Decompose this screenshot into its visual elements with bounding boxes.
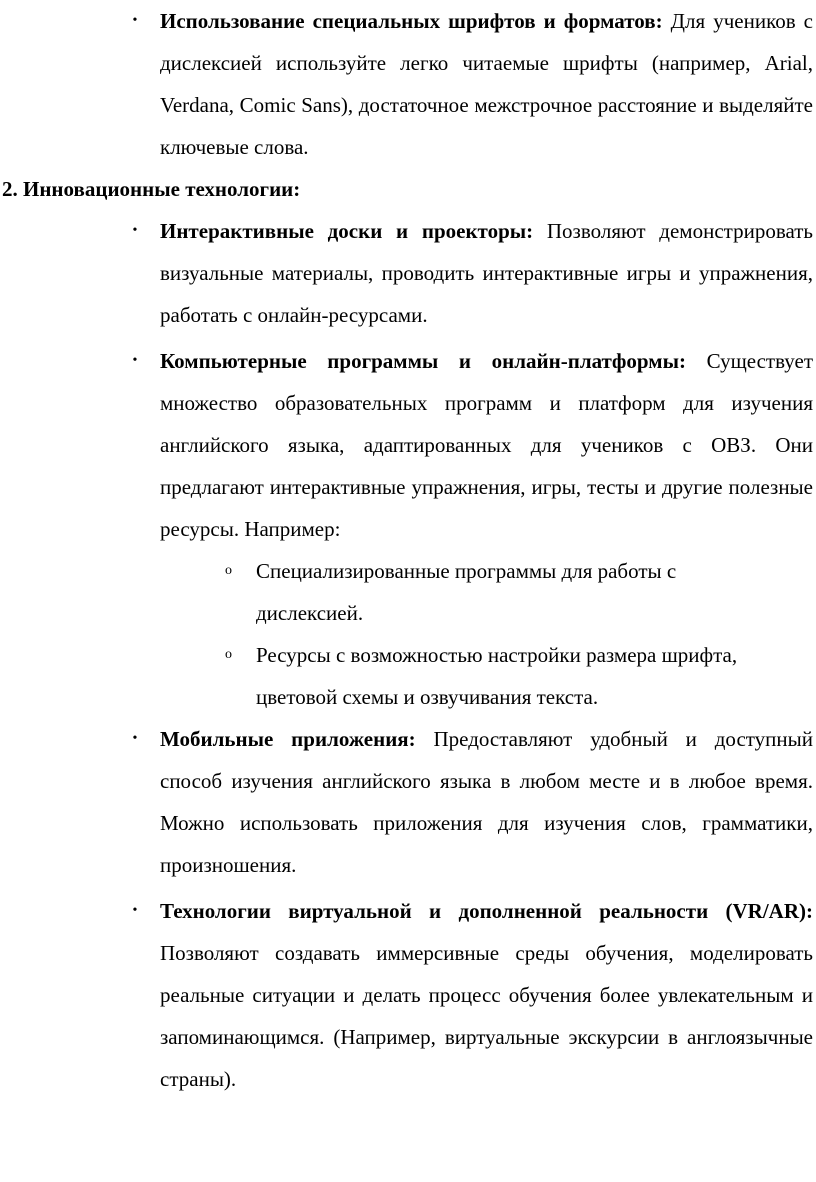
top-list: [0, 0, 816, 168]
circle-bullet-icon: o: [225, 647, 232, 662]
bullet-icon: •: [132, 223, 138, 238]
subitem-text: Ресурсы с возможностью настройки размера шрифта, цветовой схемы и озвучивания текста.: [256, 643, 738, 709]
technologies-list: [0, 210, 816, 550]
bullet-icon: •: [132, 731, 138, 746]
item-text: Существует множество образовательных программ и платформ для изучения английского языка, адаптированных для учеников с ОВЗ. Они предлагают интерактивные упражнения, игры, тесты и другие полезные ресурсы. Например:: [160, 349, 814, 541]
bullet-icon: •: [132, 353, 138, 368]
list-item-computer-programs: [0, 340, 813, 550]
item-text: Позволяют создавать иммерсивные среды обучения, моделировать реальные ситуации и делать процесс обучения более увлекательным и запоминающимся. (Например, виртуальные экскурсии в англоязычные страны).: [160, 941, 813, 1091]
examples-sublist: [0, 550, 816, 718]
list-item-vr-ar: [0, 890, 813, 1100]
item-text: Позволяют демонстрировать визуальные материалы, проводить интерактивные игры и упражнения, работать с онлайн-ресурсами.: [160, 219, 813, 327]
item-title: Компьютерные программы и онлайн-платформы:: [160, 349, 686, 373]
item-title: Интерактивные доски и проекторы:: [160, 219, 534, 243]
circle-bullet-icon: o: [225, 563, 232, 578]
item-text: Для учеников с дислексией используйте легко читаемые шрифты (например, Arial, Verdana, Comic Sans), достаточное межстрочное расстояние и выделяйте ключевые слова.: [160, 9, 813, 159]
bullet-icon: •: [132, 13, 138, 28]
list-item-mobile-apps: [0, 718, 813, 886]
bullet-icon: •: [132, 903, 138, 918]
item-title: Использование специальных шрифтов и форматов:: [160, 9, 663, 33]
sublist-item-customizable-resources: [160, 634, 756, 718]
subitem-text: Специализированные программы для работы с дислексией.: [256, 559, 677, 625]
list-item-interactive-boards: [0, 210, 813, 336]
section-heading: 2. Инновационные технологии:: [2, 177, 301, 201]
item-text: Предоставляют удобный и доступный способ изучения английского языка в любом месте и в любое время. Можно использовать приложения для изучения слов, грамматики, произношения.: [160, 727, 814, 877]
sublist-item-dyslexia-programs: [160, 550, 756, 634]
item-title: Технологии виртуальной и дополненной реальности (VR/AR):: [160, 899, 813, 923]
technologies-list-continued: [0, 718, 816, 1100]
list-item-special-fonts: [0, 0, 813, 168]
item-title: Мобильные приложения:: [160, 727, 416, 751]
